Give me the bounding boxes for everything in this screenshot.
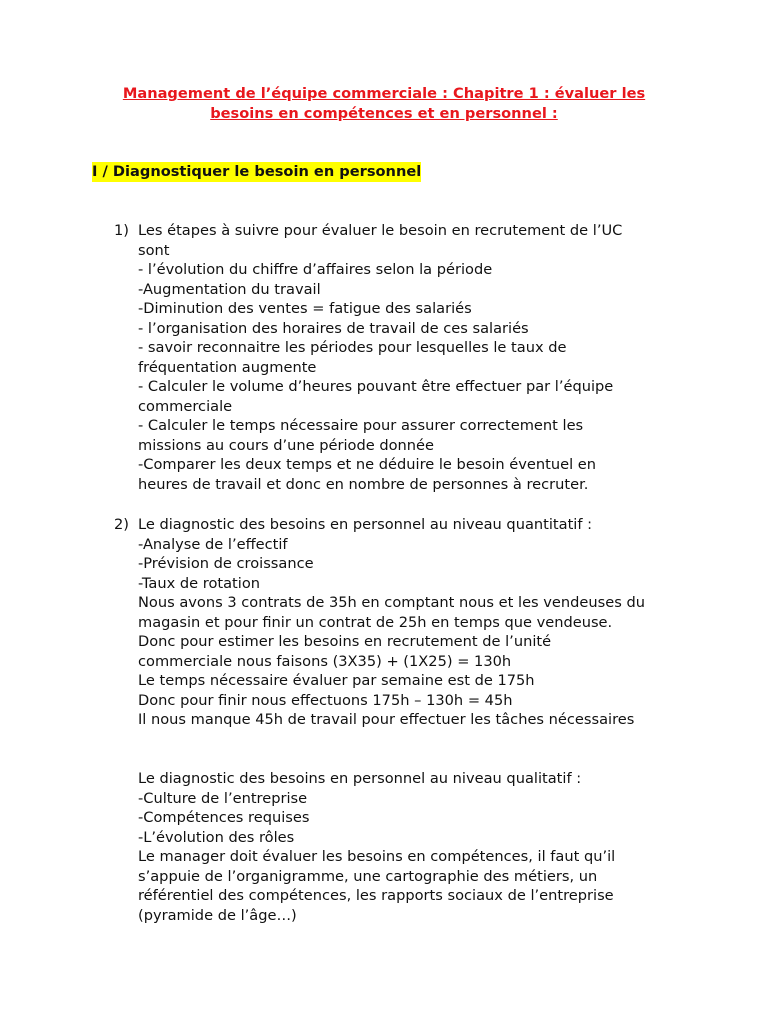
text-line: - savoir reconnaitre les périodes pour lesquelles le taux de: [138, 339, 567, 356]
text-line: - Calculer le temps nécessaire pour assurer correctement les: [138, 417, 584, 434]
section-heading: I / Diagnostiquer le besoin en personnel: [92, 163, 422, 180]
text-line: -Culture de l’entreprise: [138, 789, 308, 807]
title-line-1: Management de l’équipe commerciale : Chapitre 1 : évaluer les: [122, 85, 646, 102]
qualitative-block: [138, 769, 698, 925]
text-line: fréquentation augmente: [138, 358, 317, 376]
text-line: (pyramide de l’âge…): [138, 906, 297, 924]
text-line: -Compétences requises: [138, 809, 310, 826]
text-line: -Analyse de l’effectif: [138, 535, 288, 553]
text-line: heures de travail et donc en nombre de personnes à recruter.: [138, 475, 589, 493]
text-line: Le temps nécessaire évaluer par semaine est de 175h: [138, 672, 535, 689]
text-line: sont: [138, 241, 170, 259]
text-line: commerciale nous faisons (3X35) + (1X25) = 130h: [138, 652, 512, 670]
text-line: -Diminution des ventes = fatigue des salariés: [138, 300, 472, 317]
text-line: Les étapes à suivre pour évaluer le besoin en recrutement de l’UC: [138, 222, 623, 239]
text-line: Le diagnostic des besoins en personnel au niveau quantitatif :: [138, 516, 593, 533]
text-line: - Calculer le volume d’heures pouvant être effectuer par l’équipe: [138, 378, 614, 395]
list-item-number: 2): [114, 516, 129, 533]
document-title: [90, 84, 678, 124]
text-line: - l’évolution du chiffre d’affaires selon la période: [138, 261, 493, 278]
text-line: - l’organisation des horaires de travail de ces salariés: [138, 319, 529, 337]
text-line: Donc pour finir nous effectuons 175h – 130h = 45h: [138, 691, 513, 709]
text-line: référentiel des compétences, les rapports sociaux de l’entreprise: [138, 887, 614, 904]
text-line: Le manager doit évaluer les besoins en compétences, il faut qu’il: [138, 848, 616, 865]
text-line: -Comparer les deux temps et ne déduire le besoin éventuel en: [138, 456, 596, 473]
text-line: Il nous manque 45h de travail pour effectuer les tâches nécessaires: [138, 711, 635, 728]
text-line: s’appuie de l’organigramme, une cartographie des métiers, un: [138, 867, 598, 885]
text-line: magasin et pour finir un contrat de 25h en temps que vendeuse.: [138, 613, 613, 631]
list-item-body: [138, 221, 698, 494]
text-line: -L’évolution des rôles: [138, 828, 295, 846]
text-line: -Prévision de croissance: [138, 555, 314, 572]
title-line-2: besoins en compétences et en personnel :: [210, 105, 558, 122]
text-line: Nous avons 3 contrats de 35h en comptant nous et les vendeuses du: [138, 594, 645, 611]
list-item-number: 1): [114, 222, 129, 239]
text-line: missions au cours d’une période donnée: [138, 436, 435, 454]
text-line: Donc pour estimer les besoins en recrutement de l’unité: [138, 633, 552, 650]
text-line: Le diagnostic des besoins en personnel au niveau qualitatif :: [138, 770, 582, 787]
text-line: -Augmentation du travail: [138, 280, 321, 298]
text-line: commerciale: [138, 397, 233, 415]
text-line: -Taux de rotation: [138, 574, 260, 592]
list-item-body: [138, 515, 698, 730]
